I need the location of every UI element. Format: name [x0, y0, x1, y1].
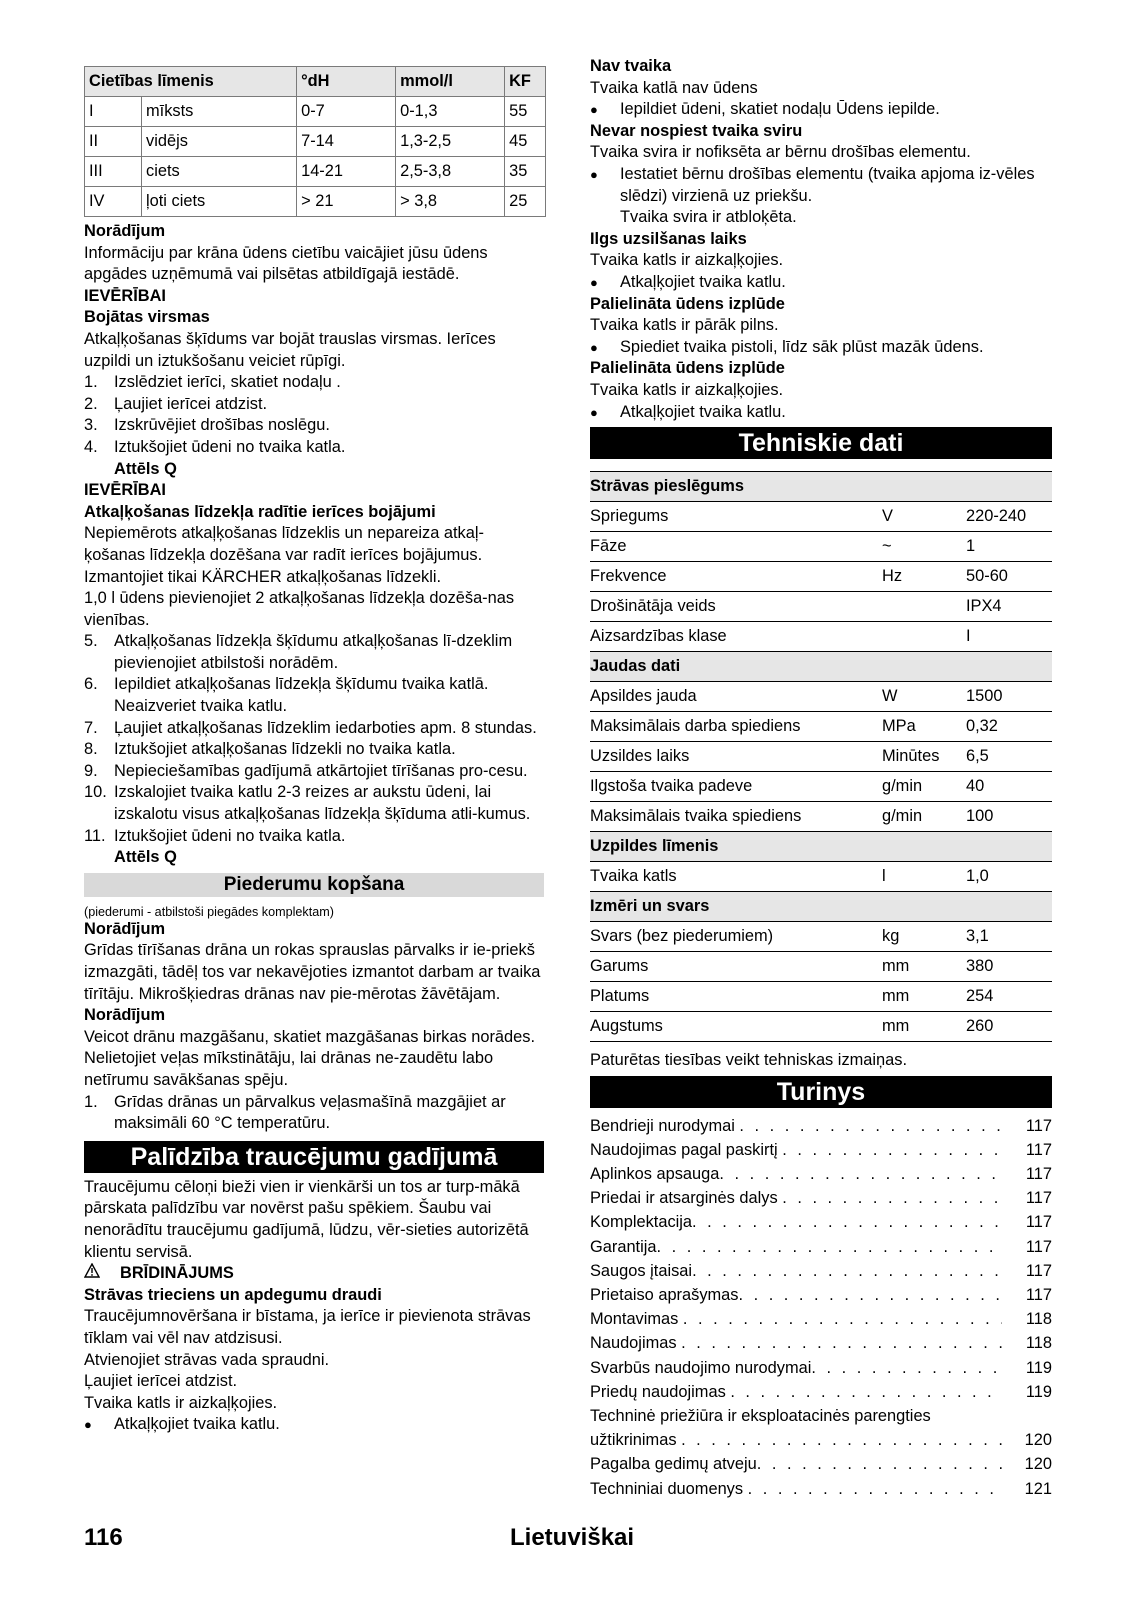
toc-entry[interactable] [590, 1430, 1052, 1454]
table-cell: > 21 [297, 187, 396, 217]
table-cell: I [85, 97, 142, 127]
tech-value: 260 [966, 1012, 1052, 1042]
toc-page: 119 [1025, 1358, 1052, 1377]
table-cell: ļoti ciets [142, 187, 297, 217]
warning-triangle-icon [84, 1263, 120, 1285]
tech-label: Aizsardzības klase [590, 622, 882, 652]
toc-title: užtikrinimas [590, 1431, 682, 1450]
table-cell: > 3,8 [396, 187, 505, 217]
note-title: Norādījum [84, 919, 166, 938]
tech-value: 254 [966, 982, 1052, 1012]
bullet-item [590, 402, 1052, 424]
table-header-row [85, 67, 546, 97]
toc-entry[interactable] [590, 1140, 1052, 1164]
hardness-table [84, 66, 546, 217]
list-item [84, 415, 544, 437]
toc-page: 117 [1025, 1261, 1052, 1280]
toc-entry[interactable] [590, 1261, 1052, 1285]
toc-title: Aplinkos apsauga [590, 1165, 720, 1184]
dosage-text: 1,0 l ūdens pievienojiet 2 atkaļķošanas līdzekļa dozēša-nas vienības. [84, 589, 515, 629]
fault-result: Tvaika svira ir atbloķēta. [620, 208, 797, 227]
tech-label: Spriegums [590, 502, 882, 532]
tech-value: 100 [966, 802, 1052, 832]
list-item [84, 394, 544, 416]
list-item [84, 631, 544, 674]
left-column [84, 56, 544, 1436]
toc-leader [730, 1382, 1002, 1404]
bullet-text: Spiediet tvaika pistoli, līdz sāk plūst mazāk ūdens. [620, 337, 984, 356]
step-number: 7. [84, 718, 98, 737]
table-cell: 7-14 [297, 127, 396, 157]
table-cell: 55 [505, 97, 546, 127]
caution-text: Atkaļķošanas šķīdums var bojāt trauslas virsmas. Ierīces uzpildi un iztukšošanu veiciet rūpīgi. [84, 329, 496, 370]
tech-group-row [590, 472, 1052, 502]
fault-title: Palielināta ūdens izplūde [590, 294, 785, 313]
step-number: 10. [84, 783, 107, 802]
fault-entry [590, 56, 1052, 121]
toc-title: Pagalba gedimų atveju [590, 1455, 757, 1474]
step-text: Iztukšojiet ūdeni no tvaika katla. [114, 437, 346, 456]
table-row [590, 862, 1052, 892]
instruction-line: Ļaujiet ierīcei atdzist. [84, 1372, 238, 1391]
toc-leader [757, 1454, 1002, 1476]
instruction-line: Atvienojiet strāvas vada spraudni. [84, 1350, 330, 1369]
fault-cause: Tvaika katlā nav ūdens [590, 78, 758, 97]
help-text: Traucējumu cēloņi bieži vien ir vienkārši un tos ar turp-mākā pārskata palīdzību var novērst pašu spēkiem. Šaubu vai nenorādītu traucējumu gadījumā, lūdzu, vēr-sieties autorizētā klientu servisā. [84, 1177, 529, 1261]
tech-unit: W [882, 682, 966, 712]
tech-label: Drošinātāja veids [590, 592, 882, 622]
bullet-icon [590, 99, 620, 121]
accessories-note: (piederumi - atbilstoši piegādes komplektam) [84, 904, 334, 919]
toc-title: Svarbūs naudojimo nurodymai [590, 1358, 812, 1377]
table-row [590, 532, 1052, 562]
note-text: Grīdas tīrīšanas drāna un rokas sprauslas pārvalks ir ie-priekš izmazgāti, tādēļ tos var nekavējoties izmantot darbam ar tvaika tīrītāju. Mikrošķiedras drānas nav pie-mērotas žāvētājam. [84, 941, 541, 1003]
tech-unit: mm [882, 982, 966, 1012]
toc-entry[interactable] [590, 1454, 1052, 1478]
toc-entry[interactable] [590, 1164, 1052, 1188]
toc-entry[interactable] [590, 1116, 1052, 1140]
tech-label: Maksimālais darba spiediens [590, 712, 882, 742]
tech-unit: kg [882, 922, 966, 952]
warning-title: Strāvas trieciens un apdegumu draudi [84, 1285, 382, 1304]
toc-page: 121 [1024, 1479, 1052, 1498]
table-row [590, 1012, 1052, 1042]
tech-unit [882, 622, 966, 652]
table-row [590, 802, 1052, 832]
step-text: Iztukšojiet ūdeni no tvaika katla. [114, 826, 346, 845]
step-number: 9. [84, 761, 98, 780]
section-heading: Palīdzība traucējumu gadījumā [84, 1141, 544, 1173]
table-row [590, 682, 1052, 712]
toc-page: 117 [1025, 1189, 1052, 1208]
toc-page: 120 [1024, 1455, 1052, 1474]
toc-title: Techniniai duomenys [590, 1479, 748, 1498]
table-row [85, 187, 546, 217]
table-cell: 1,3-2,5 [396, 127, 505, 157]
caution-text: Nepiemērots atkaļķošanas līdzeklis un nepareiza atkaļ-ķošanas līdzekļa dozēšana var radīt ierīces bojājumus. Izmantojiet tikai KÄRCHER atkaļķošanas līdzekli. [84, 524, 484, 586]
toc-title: Saugos įtaisai [590, 1261, 693, 1280]
toc-entry[interactable] [590, 1188, 1052, 1212]
table-row [590, 562, 1052, 592]
bullet-text: Atkaļķojiet tvaika katlu. [114, 1415, 280, 1434]
tech-label: Frekvence [590, 562, 882, 592]
note-title: Norādījum [84, 1006, 166, 1025]
right-column [590, 56, 1052, 1503]
table-cell: II [85, 127, 142, 157]
fault-cause: Tvaika svira ir nofiksēta ar bērnu drošības elementu. [590, 143, 971, 162]
tech-label: Fāze [590, 532, 882, 562]
toc-title: Bendrieji nurodymai [590, 1116, 740, 1135]
toc-leader [681, 1430, 1002, 1452]
tech-unit: g/min [882, 802, 966, 832]
tech-group-label: Jaudas dati [590, 652, 1052, 682]
bullet-icon [590, 272, 620, 294]
tech-group-label: Uzpildes līmenis [590, 832, 1052, 862]
section-heading: Tehniskie dati [590, 427, 1052, 459]
toc-title: Garantija [590, 1237, 657, 1256]
note-text: Veicot drānu mazgāšanu, skatiet mazgāšanas birkas norādes. Nelietojiet veļas mīkstinātāju, lai drānas ne-zaudētu labo netīrumu savākšanas spēju. [84, 1027, 535, 1089]
toc-title: Montavimas [590, 1310, 683, 1329]
step-text: Ļaujiet atkaļķošanas līdzeklim iedarboties apm. 8 stundas. [114, 718, 537, 737]
tech-label: Ilgstoša tvaika padeve [590, 772, 882, 802]
bullet-item [84, 1414, 544, 1436]
toc-entry[interactable] [590, 1285, 1052, 1309]
toc-title: Prietaiso aprašymas [590, 1286, 739, 1304]
tech-unit: Minūtes [882, 742, 966, 772]
table-cell: ciets [142, 157, 297, 187]
toc-title: Techninė priežiūra ir eksploatacinės parengties [590, 1406, 931, 1425]
caution-title: Bojātas virsmas [84, 308, 210, 327]
step-number: 1. [84, 1092, 98, 1111]
table-header-cell: °dH [297, 67, 396, 97]
list-item [84, 718, 544, 740]
step-text: Atkaļķošanas līdzekļa šķīdumu atkaļķošanas lī-dzeklim pievienojiet atbilstoši norādēm. [114, 632, 513, 672]
list-item [84, 739, 544, 761]
toc-leader [692, 1261, 1002, 1283]
table-cell: mīksts [142, 97, 297, 127]
tech-label: Uzsildes laiks [590, 742, 882, 772]
table-row [590, 592, 1052, 622]
step-number: 4. [84, 437, 98, 456]
step-text: Izskrūvējiet drošības noslēgu. [114, 416, 330, 435]
toc-leader [811, 1358, 1002, 1380]
toc-entry[interactable] [590, 1212, 1052, 1236]
tech-label: Garums [590, 952, 882, 982]
list-item [84, 372, 544, 394]
table-row [590, 502, 1052, 532]
bullet-icon [590, 402, 620, 424]
table-row [590, 982, 1052, 1012]
toc-leader [738, 1285, 1002, 1307]
caution-title: Atkaļķošanas līdzekļa radītie ierīces bojājumi [84, 502, 436, 521]
list-item [84, 782, 544, 825]
fault-entry [590, 294, 1052, 359]
table-row [590, 772, 1052, 802]
note-text: Informāciju par krāna ūdens cietību vaicājiet jūsu ūdens apgādes uzņēmumā vai pilsētas atbildīgajā iestādē. [84, 243, 488, 284]
tech-unit: Hz [882, 562, 966, 592]
tech-value: 6,5 [966, 742, 1052, 772]
caution-label: IEVĒRĪBAI [84, 481, 166, 500]
table-header-cell: KF [505, 67, 546, 97]
table-row [590, 742, 1052, 772]
toc-entry[interactable] [590, 1479, 1052, 1503]
toc-page: 119 [1025, 1382, 1052, 1401]
tech-value: 1 [966, 532, 1052, 562]
toc-page: 120 [1024, 1431, 1052, 1450]
table-header-cell: mmol/l [396, 67, 505, 97]
toc-page: 117 [1025, 1237, 1052, 1256]
toc-leader [782, 1140, 1002, 1162]
warning-label: BRĪDINĀJUMS [120, 1264, 234, 1283]
toc-leader [692, 1212, 1002, 1234]
step-text: Ļaujiet ierīcei atdzist. [114, 394, 268, 413]
bullet-icon [84, 1414, 114, 1436]
toc-leader [657, 1237, 1002, 1259]
footer-language: Lietuviškai [510, 1524, 635, 1551]
tech-unit: V [882, 502, 966, 532]
bullet-text: Iepildiet ūdeni, skatiet nodaļu Ūdens iepilde. [620, 100, 940, 119]
tech-unit: l [882, 862, 966, 892]
bullet-icon [590, 164, 620, 207]
warning-label-row [84, 1263, 544, 1285]
warning-text: Traucējumnovēršana ir bīstama, ja ierīce ir pievienota strāvas tīklam vai vēl nav atdzisusi. [84, 1307, 531, 1347]
step-text: Izskalojiet tvaika katlu 2-3 reizes ar aukstu ūdeni, lai izskalotu visus atkaļķošanas līdzekļa šķīduma atli-kumus. [114, 783, 531, 824]
table-cell: IV [85, 187, 142, 217]
table-cell: 25 [505, 187, 546, 217]
fault-entry [590, 358, 1052, 423]
tech-group-row [590, 652, 1052, 682]
toc-title: Priedai ir atsarginės dalys [590, 1189, 783, 1208]
toc-title: Naudojimas pagal paskirtį [590, 1140, 783, 1159]
toc-leader [748, 1479, 1002, 1501]
tech-label: Apsildes jauda [590, 682, 882, 712]
instruction-line: Tvaika katls ir aizkaļķojies. [84, 1393, 278, 1412]
steps-list [84, 372, 544, 480]
fault-entry [590, 229, 1052, 294]
fault-cause: Tvaika katls ir aizkaļķojies. [590, 251, 784, 270]
toc-leader [681, 1333, 1002, 1355]
step-number: 6. [84, 675, 98, 694]
bullet-item [590, 164, 1052, 207]
toc-leader [739, 1116, 1002, 1138]
list-item [84, 1092, 544, 1135]
list-item [84, 437, 544, 459]
tech-unit: MPa [882, 712, 966, 742]
step-number: 8. [84, 740, 98, 759]
table-cell: 14-21 [297, 157, 396, 187]
step-number: 1. [84, 373, 98, 392]
toc-title: Naudojimas [590, 1334, 682, 1353]
tech-value: 3,1 [966, 922, 1052, 952]
step-text: Grīdas drānas un pārvalkus veļasmašīnā mazgājiet ar maksimāli 60 °C temperatūru. [114, 1092, 506, 1133]
table-of-contents [590, 1116, 1052, 1503]
table-header-cell: Cietības līmenis [85, 67, 297, 97]
toc-leader [782, 1188, 1002, 1210]
step-number: 11. [84, 826, 106, 845]
tech-label: Tvaika katls [590, 862, 882, 892]
tech-value: 1500 [966, 682, 1052, 712]
tech-value: 0,32 [966, 712, 1052, 742]
caution-label: IEVĒRĪBAI [84, 286, 166, 305]
step-number: 3. [84, 416, 98, 435]
table-row [590, 622, 1052, 652]
toc-entry[interactable] [590, 1333, 1052, 1357]
step-text: Izslēdziet ierīci, skatiet nodaļu . [114, 373, 341, 392]
list-item [84, 674, 544, 717]
toc-page: 117 [1025, 1286, 1052, 1304]
tech-value: 50-60 [966, 562, 1052, 592]
toc-title: Priedų naudojimas [590, 1382, 731, 1401]
toc-leader [719, 1164, 1002, 1186]
section-heading: Turinys [590, 1076, 1052, 1108]
table-cell: 0-7 [297, 97, 396, 127]
tech-unit: g/min [882, 772, 966, 802]
toc-leader [683, 1309, 1002, 1331]
tech-value: IPX4 [966, 592, 1052, 622]
table-row [590, 952, 1052, 982]
bullet-item [590, 99, 1052, 121]
tech-unit: ~ [882, 532, 966, 562]
bullet-text: Atkaļķojiet tvaika katlu. [620, 272, 786, 291]
step-number: 5. [84, 632, 98, 651]
toc-page: 117 [1025, 1140, 1052, 1159]
note-title: Norādījum [84, 222, 166, 240]
tech-value: 1,0 [966, 862, 1052, 892]
tech-unit: mm [882, 952, 966, 982]
toc-page: 118 [1025, 1310, 1052, 1329]
toc-entry[interactable] [590, 1382, 1052, 1406]
table-cell: 2,5-3,8 [396, 157, 505, 187]
tech-group-label: Strāvas pieslēgums [590, 472, 1052, 502]
step-text: Nepieciešamības gadījumā atkārtojiet tīrīšanas pro-cesu. [114, 761, 528, 780]
tech-group-row [590, 832, 1052, 862]
table-row [590, 712, 1052, 742]
bullet-text: Iestatiet bērnu drošības elementu (tvaika apjoma iz-vēles slēdzi) virzienā uz priekšu. [620, 164, 1035, 205]
table-row [85, 127, 546, 157]
table-row [85, 157, 546, 187]
tech-label: Svars (bez piederumiem) [590, 922, 882, 952]
table-row [590, 922, 1052, 952]
table-cell: 35 [505, 157, 546, 187]
section-heading: Piederumu kopšana [84, 873, 544, 897]
bullet-icon [590, 337, 620, 359]
fault-entry [590, 121, 1052, 229]
tech-unit [882, 592, 966, 622]
list-item [84, 761, 544, 783]
tech-value: 220-240 [966, 502, 1052, 532]
tech-value: I [966, 622, 1052, 652]
toc-page: 117 [1025, 1213, 1052, 1232]
fault-title: Nav tvaika [590, 57, 672, 75]
technical-data-table [590, 471, 1052, 1042]
table-cell: vidējs [142, 127, 297, 157]
fault-cause: Tvaika katls ir pārāk pilns. [590, 316, 779, 335]
step-number: 2. [84, 394, 98, 413]
fault-title: Ilgs uzsilšanas laiks [590, 229, 747, 248]
tech-label: Augstums [590, 1012, 882, 1042]
table-cell: 45 [505, 127, 546, 157]
tech-note: Paturētas tiesības veikt tehniskas izmaiņas. [590, 1051, 908, 1070]
step-text: Iepildiet atkaļķošanas līdzekļa šķīdumu tvaika katlā. Neaizveriet tvaika katlu. [114, 675, 489, 716]
tech-label: Platums [590, 982, 882, 1012]
fault-cause: Tvaika katls ir aizkaļķojies. [590, 380, 784, 399]
toc-page: 117 [1025, 1165, 1052, 1184]
fault-title: Nevar nospiest tvaika sviru [590, 121, 803, 140]
toc-page: 117 [1025, 1116, 1052, 1135]
tech-value: 40 [966, 772, 1052, 802]
tech-label: Maksimālais tvaika spiediens [590, 802, 882, 832]
toc-title: Komplektacija [590, 1213, 693, 1232]
table-cell: 0-1,3 [396, 97, 505, 127]
bullet-item [590, 272, 1052, 294]
page-number: 116 [84, 1524, 123, 1551]
tech-group-row [590, 892, 1052, 922]
tech-value: 380 [966, 952, 1052, 982]
bullet-item [590, 337, 1052, 359]
figure-reference: Attēls Q [114, 459, 177, 478]
toc-entry[interactable] [590, 1237, 1052, 1261]
step-text: Iztukšojiet atkaļķošanas līdzekli no tvaika katla. [114, 740, 456, 759]
tech-unit: mm [882, 1012, 966, 1042]
toc-entry[interactable] [590, 1358, 1052, 1382]
tech-group-label: Izmēri un svars [590, 892, 1052, 922]
steps-list [84, 1092, 544, 1135]
steps-list [84, 631, 544, 869]
table-row [85, 97, 546, 127]
figure-reference: Attēls Q [114, 848, 177, 867]
toc-entry[interactable] [590, 1309, 1052, 1333]
list-item [84, 826, 544, 848]
toc-page: 118 [1025, 1334, 1052, 1353]
fault-title: Palielināta ūdens izplūde [590, 359, 785, 378]
toc-entry[interactable] [590, 1406, 1052, 1430]
table-cell: III [85, 157, 142, 187]
bullet-text: Atkaļķojiet tvaika katlu. [620, 402, 786, 421]
page-footer [84, 1524, 1052, 1560]
